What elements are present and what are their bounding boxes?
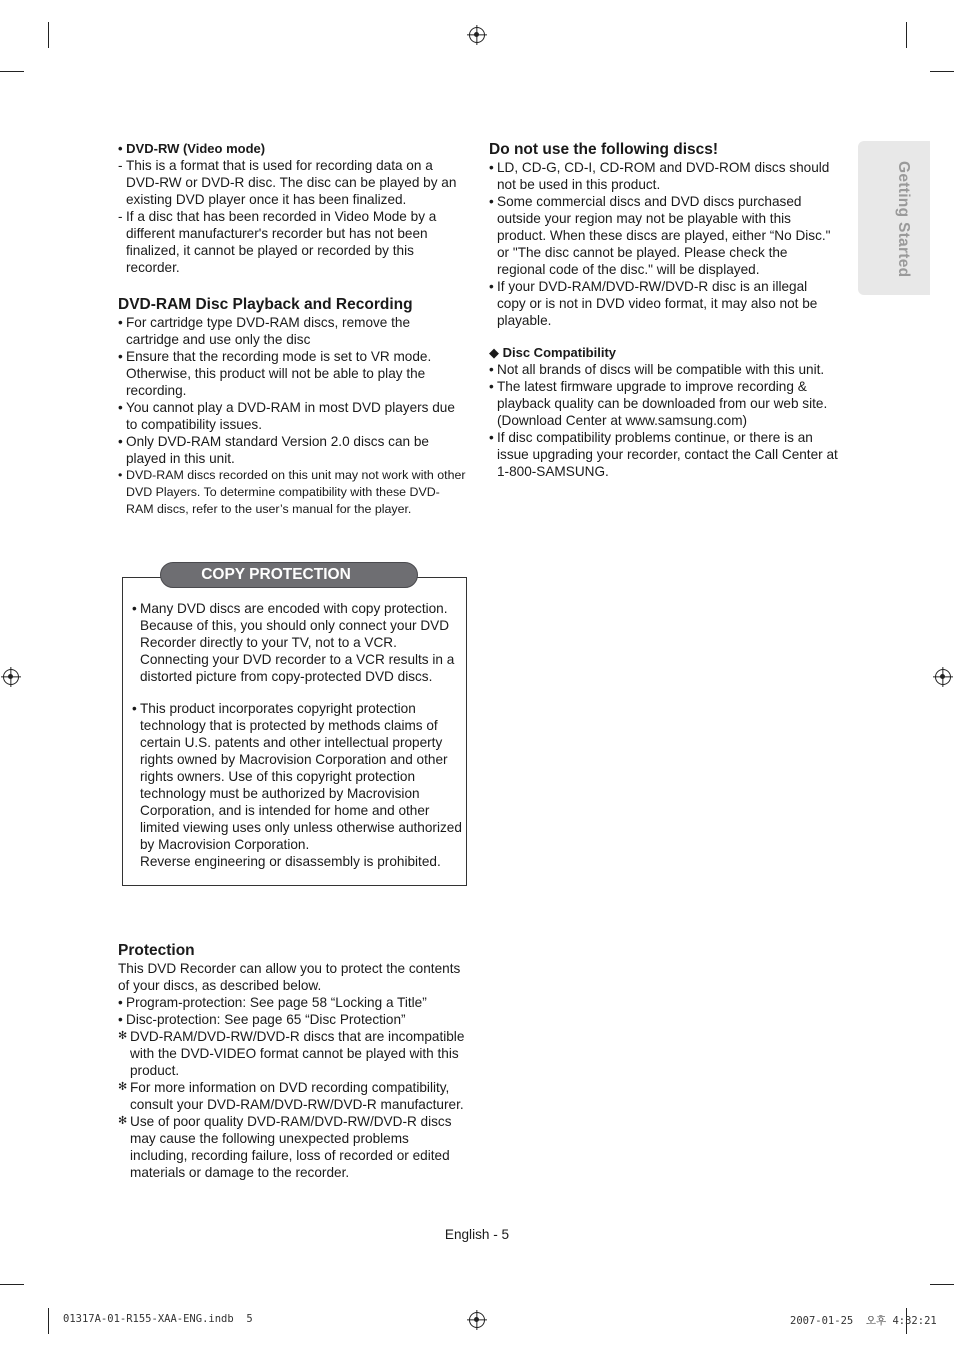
do-not-use-section xyxy=(489,140,839,329)
disc-compat-list xyxy=(489,361,839,480)
crop-mark xyxy=(930,71,954,72)
dvd-ram-heading: DVD-RAM Disc Playback and Recording xyxy=(118,296,413,313)
disc-compat-heading: ◆ Disc Compatibility xyxy=(489,345,617,360)
dvd-rw-list xyxy=(118,157,463,276)
registration-mark-icon xyxy=(935,669,951,685)
footer-file-name: 01317A-01-R155-XAA-ENG.indb 5 xyxy=(63,1313,253,1325)
copy-protection-list xyxy=(132,600,462,853)
crop-mark xyxy=(48,22,49,48)
copy-protection-title-text: COPY PROTECTION xyxy=(201,566,351,583)
registration-mark-icon xyxy=(469,27,485,43)
list-item: • Some commercial discs and DVD discs purchased outside your region may not be playable with this product. When these discs are played, either “No Disc." or "The disc cannot be played. Please check the regional code of the disc." will be displayed. xyxy=(489,193,839,278)
copy-protection-title xyxy=(160,562,418,588)
crop-mark xyxy=(0,71,24,72)
registration-mark-icon xyxy=(469,1312,485,1328)
side-tab-label: Getting Started xyxy=(895,161,912,278)
note-item: ✻ DVD-RAM/DVD-RW/DVD-R discs that are incompatible with the DVD-VIDEO format cannot be played with this product. xyxy=(118,1028,468,1079)
list-item: • LD, CD-G, CD-I, CD-ROM and DVD-ROM discs should not be used in this product. xyxy=(489,159,839,193)
note-item: ✻ For more information on DVD recording compatibility, consult your DVD-RAM/DVD-RW/DVD-R manufacturer. xyxy=(118,1079,468,1113)
dvd-ram-section xyxy=(118,295,466,518)
do-not-use-heading: Do not use the following discs! xyxy=(489,141,719,158)
do-not-use-list xyxy=(489,159,839,329)
list-item: • Program-protection: See page 58 “Locking a Title” xyxy=(118,994,468,1011)
protection-notes xyxy=(118,1028,468,1181)
copy-protection-note: Reverse engineering or disassembly is prohibited. xyxy=(140,854,441,869)
protection-section xyxy=(118,941,468,1181)
section-side-tab xyxy=(858,141,930,295)
disc-compat-section xyxy=(489,344,839,480)
list-item: • Only DVD-RAM standard Version 2.0 discs can be played in this unit. xyxy=(118,433,466,467)
protection-intro: This DVD Recorder can allow you to protect the contents of your discs, as described below. xyxy=(118,961,461,993)
note-item: ✻ Use of poor quality DVD-RAM/DVD-RW/DVD-R discs may cause the following unexpected problems including, recording failure, loss of recorded or edited materials or damage to the recorder. xyxy=(118,1113,468,1181)
list-item: • Ensure that the recording mode is set to VR mode. Otherwise, this product will not be able to play the recording. xyxy=(118,348,466,399)
list-item: • Not all brands of discs will be compatible with this unit. xyxy=(489,361,839,378)
crop-mark xyxy=(0,1284,24,1285)
dvd-ram-list xyxy=(118,314,466,518)
crop-mark xyxy=(906,22,907,48)
footer-timestamp: 2007-01-25 오후 4:32:21 xyxy=(790,1315,937,1327)
dvd-rw-heading: • DVD-RW (Video mode) xyxy=(118,141,266,156)
registration-mark-icon xyxy=(3,669,19,685)
list-item: • DVD-RAM discs recorded on this unit may not work with other DVD Players. To determine compatibility with these DVD-RAM discs, refer to the user’s manual for the player. xyxy=(118,467,466,518)
crop-mark xyxy=(48,1308,49,1334)
page-number: English - 5 xyxy=(444,1227,510,1242)
protection-heading: Protection xyxy=(118,942,195,959)
list-item: • For cartridge type DVD-RAM discs, remove the cartridge and use only the disc xyxy=(118,314,466,348)
list-item: - This is a format that is used for recording data on a DVD-RW or DVD-R disc. The disc can be played by an existing DVD player once it has been finalized. xyxy=(118,157,463,208)
dvd-rw-section xyxy=(118,140,463,276)
list-item: • If your DVD-RAM/DVD-RW/DVD-R disc is an illegal copy or is not in DVD video format, it may also not be playable. xyxy=(489,278,839,329)
copy-protection-content xyxy=(132,600,462,870)
protection-bullets xyxy=(118,994,468,1028)
list-item: • If disc compatibility problems continue, or there is an issue upgrading your recorder, contact the Call Center at 1-800-SAMSUNG. xyxy=(489,429,839,480)
list-item: - If a disc that has been recorded in Video Mode by a different manufacturer's recorder but has not been finalized, it cannot be played or recorded by this recorder. xyxy=(118,208,463,276)
list-item: • The latest firmware upgrade to improve recording & playback quality can be downloaded from our web site. (Download Center at www.samsung.com) xyxy=(489,378,839,429)
list-item: • Disc-protection: See page 65 “Disc Protection” xyxy=(118,1011,468,1028)
crop-mark xyxy=(930,1284,954,1285)
list-item: • This product incorporates copyright protection technology that is protected by methods claims of certain U.S. patents and other intellectual property rights owned by Macrovision Corporation and other rights owners. Use of this copyright protection technology must be authorized by Macrovision Corporation, and is intended for home and other limited viewing uses only unless otherwise authorized by Macrovision Corporation. xyxy=(132,700,462,853)
list-item: • You cannot play a DVD-RAM in most DVD players due to compatibility issues. xyxy=(118,399,466,433)
list-item: • Many DVD discs are encoded with copy protection. Because of this, you should only connect your DVD Recorder directly to your TV, not to a VCR. Connecting your DVD recorder to a VCR results in a distorted picture from copy-protected DVD discs. xyxy=(132,600,462,685)
